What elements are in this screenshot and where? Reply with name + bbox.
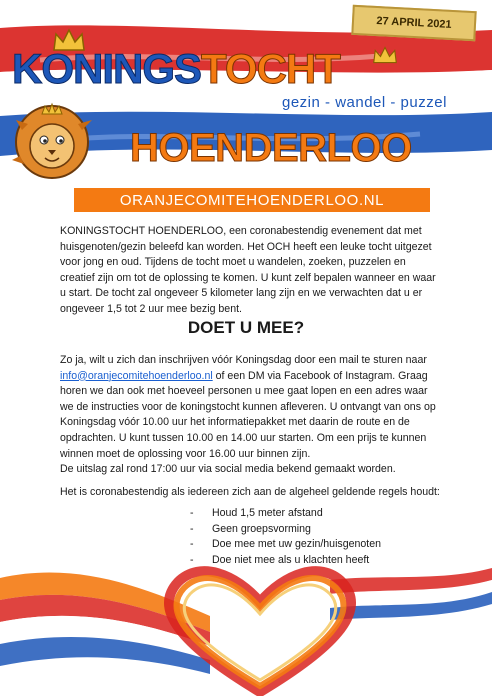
event-title-konings: KONINGS <box>12 45 202 92</box>
list-item: - Doe niet mee als u klachten heeft <box>190 553 381 569</box>
event-location: HOENDERLOO <box>130 126 412 170</box>
heart-ribbon <box>0 520 492 696</box>
rule-text: Doe mee met uw gezin/huisgenoten <box>212 538 382 551</box>
rule-text: Doe niet mee als u klachten heeft <box>212 553 370 566</box>
list-item: - Doe mee met uw gezin/huisgenoten <box>190 537 381 553</box>
event-title <box>12 45 340 92</box>
email-link[interactable]: info@oranjecomitehoenderloo.nl <box>60 369 213 382</box>
event-subtitle: gezin - wandel - puzzel <box>282 94 447 111</box>
list-item: - Houd 1,5 meter afstand <box>190 506 381 522</box>
section-heading: DOET U MEE? <box>187 318 305 337</box>
crown-icon <box>372 46 398 64</box>
date-ribbon: 27 APRIL 2021 <box>351 5 476 41</box>
list-item: - Geen groepsvorming <box>190 522 381 538</box>
event-title-tocht: TOCHT <box>201 45 340 92</box>
rule-text: Houd 1,5 meter afstand <box>212 507 323 519</box>
results-text: De uitslag zal rond 17:00 uur via social media bekend gemaakt worden. <box>60 463 396 476</box>
signup-paragraph <box>60 353 440 478</box>
signup-text-after: of een DM via Facebook of Instagram. Graag horen we dan ook met hoeveel personen u mee gaat lopen en een adres waar we de instructies voor de koningstocht kunnen afleveren. U ontvangt van ons op Koningsdag vóór 10.00 uur het informatiepakket met daarin de route en de opdrachten. U kunt tussen 10.00 en 14.00 uur starten. Om een prijs te kunnen winnen moet de oplossing voor 16.00 uur binnen zijn. <box>60 369 436 460</box>
signup-text-before: Zo ja, wilt u zich dan inschrijven vóór Koningsdag door een mail te sturen naar <box>60 354 427 366</box>
website-banner[interactable]: ORANJECOMITEHOENDERLOO.NL <box>74 188 430 212</box>
header-banner <box>0 0 492 185</box>
intro-paragraph: KONINGSTOCHT HOENDERLOO, een coronabestendig evenement dat met huisgenoten/gezin beleefd kan worden. Het OCH heeft een leuke tocht uitgezet voor jong en oud. Tijdens de tocht moet u wandelen, zoeken, puzzelen en creatief zijn om tot de oplossing te komen. U kunt zelf bepalen wanneer en waar u start. De tocht zal ongeveer 5 kilometer lang zijn en we verwachten dat u er ongeveer 1,5 tot 2 uur mee bezig bent. <box>60 225 436 315</box>
lion-mascot <box>12 100 96 182</box>
rules-intro: Het is coronabestendig als iedereen zich aan de algeheel geldende regels houdt: <box>60 486 440 498</box>
rule-text: Geen groepsvorming <box>212 522 311 535</box>
